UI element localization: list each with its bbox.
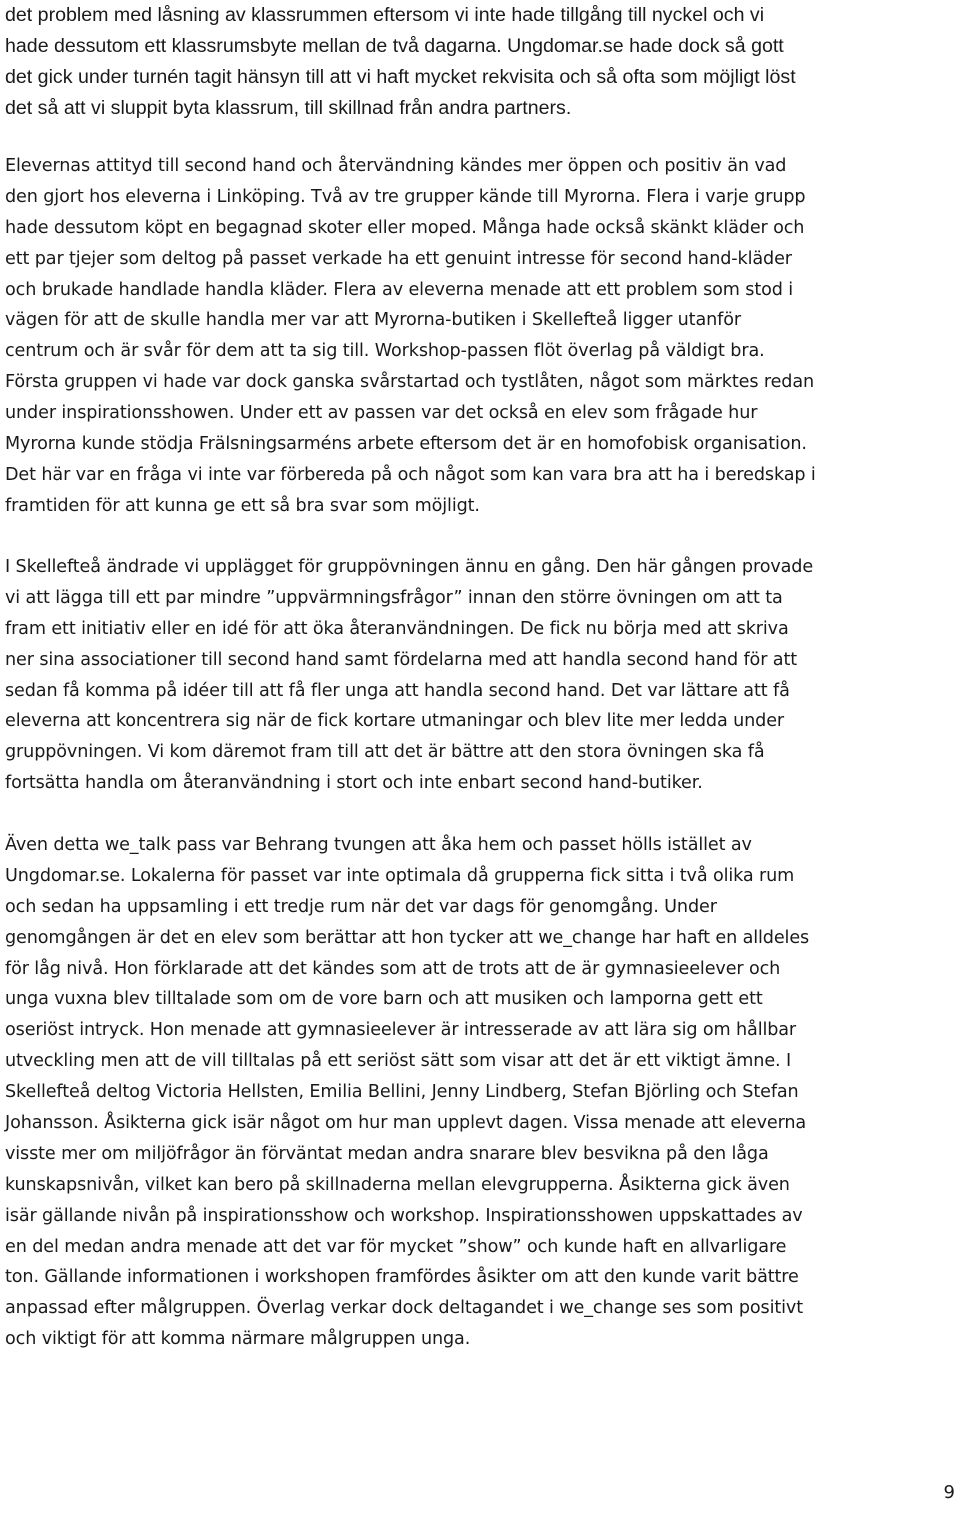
text-line: sedan få komma på idéer till att få fler unga att handla second hand. Det var lättare att få (5, 680, 790, 701)
paragraph-we-talk-session (5, 830, 809, 1355)
text-line: ett par tjejer som deltog på passet verkade ha ett genuint intresse för second hand-kläder (5, 248, 792, 269)
text-line: det problem med låsning av klassrummen eftersom vi inte hade tillgång till nyckel och vi (5, 4, 765, 26)
text-line: oseriöst intryck. Hon menade att gymnasieelever är intresserade av att lära sig om hållbar (5, 1020, 797, 1041)
text-line: eleverna att koncentrera sig när de fick kortare utmaningar och blev lite mer ledda under (5, 711, 785, 732)
text-line: Elevernas attityd till second hand och återvändning kändes mer öppen och positiv än vad (5, 156, 787, 176)
text-line: och viktigt för att komma närmare målgruppen unga. (5, 1329, 471, 1350)
page-number: 9 (943, 1482, 955, 1503)
text-line: kunskapsnivån, vilket kan bero på skillnaderna mellan elevgrupperna. Åsikterna gick även (5, 1174, 790, 1195)
text-line: under inspirationsshowen. Under ett av passen var det också en elev som frågade hur (5, 403, 758, 424)
text-line: visste mer om miljöfrågor än förväntat medan andra snarare blev besvikna på den låga (5, 1143, 769, 1164)
text-line: Myrorna kunde stödja Frälsningsarméns arbete eftersom det är en homofobisk organisation. (5, 434, 807, 455)
text-line: isär gällande nivån på inspirationsshow och workshop. Inspirationsshowen uppskattades av (5, 1205, 803, 1226)
text-line: Johansson. Åsikterna gick isär något om hur man upplevt dagen. Vissa menade att eleverna (5, 1113, 807, 1134)
text-line: ton. Gällande informationen i workshopen framfördes åsikter om att den kunde varit bättre (5, 1267, 799, 1288)
text-line: Skellefteå deltog Victoria Hellsten, Emilia Bellini, Jenny Lindberg, Stefan Björling och Stefan (5, 1082, 799, 1103)
text-line: fortsätta handla om återanvändning i stort och inte enbart second hand-butiker. (5, 773, 703, 794)
text-line: Även detta we_talk pass var Behrang tvungen att åka hem och passet hölls istället av (5, 835, 752, 855)
text-line: och brukade handlade handla kläder. Flera av eleverna menade att ett problem som stod i (5, 279, 794, 300)
paragraph-group-exercise (5, 552, 813, 799)
text-line: vi att lägga till ett par mindre ”uppvärmningsfrågor” innan den större övningen om att ta (5, 587, 783, 608)
text-line: hade dessutom köpt en begagnad skoter eller moped. Många hade också skänkt kläder och (5, 217, 805, 238)
text-line: utveckling men att de vill tilltalas på ett seriöst sätt som visar att det är ett viktigt ämne. I (5, 1051, 792, 1072)
paragraph-classroom-issues (5, 0, 796, 124)
text-line: genomgången är det en elev som berättar att hon tycker att we_change har haft en alldeles (5, 927, 810, 948)
text-line: anpassad efter målgruppen. Överlag verkar dock deltagandet i we_change ses som positivt (5, 1298, 803, 1319)
text-line: en del medan andra menade att det var för mycket ”show” och kunde haft en allvarligare (5, 1236, 787, 1257)
text-line: unga vuxna blev tilltalade som om de vore barn och att musiken och lamporna gett ett (5, 989, 763, 1010)
text-line: fram ett initiativ eller en idé för att öka återanvändningen. De fick nu börja med att skriva (5, 618, 789, 639)
text-line: Första gruppen vi hade var dock ganska svårstartad och tystlåten, något som märktes redan (5, 372, 815, 393)
text-line: det gick under turnén tagit hänsyn till att vi haft mycket rekvisita och så ofta som möjligt löst (5, 65, 796, 88)
text-line: ner sina associationer till second hand samt fördelarna med att handla second hand för att (5, 649, 798, 670)
text-line: vägen för att de skulle handla mer var att Myrorna-butiken i Skellefteå ligger utanför (5, 310, 741, 331)
text-line: Det här var en fråga vi inte var förbereda på och något som kan vara bra att ha i beredskap i (5, 464, 816, 485)
text-line: framtiden för att kunna ge ett så bra svar som möjligt. (5, 495, 480, 516)
paragraph-student-attitudes (5, 151, 816, 522)
text-line: I Skellefteå ändrade vi upplägget för gruppövningen ännu en gång. Den här gången provade (5, 557, 814, 577)
text-line: den gjort hos eleverna i Linköping. Två av tre grupper kände till Myrorna. Flera i varje grupp (5, 186, 806, 207)
text-line: för låg nivå. Hon förklarade att det kändes som att de trots att de är gymnasieelever och (5, 958, 781, 979)
text-line: Ungdomar.se. Lokalerna för passet var inte optimala då grupperna fick sitta i två olika rum (5, 865, 795, 886)
text-line: och sedan ha uppsamling i ett tredje rum när det var dags för genomgång. Under (5, 896, 717, 917)
text-line: det så att vi sluppit byta klassrum, till skillnad från andra partners. (5, 96, 572, 119)
text-line: hade dessutom ett klassrumsbyte mellan de två dagarna. Ungdomar.se hade dock så gott (5, 34, 784, 57)
text-line: gruppövningen. Vi kom däremot fram till att det är bättre att den stora övningen ska få (5, 742, 765, 763)
text-line: centrum och är svår för dem att ta sig till. Workshop-passen flöt överlag på väldigt bra. (5, 341, 765, 362)
